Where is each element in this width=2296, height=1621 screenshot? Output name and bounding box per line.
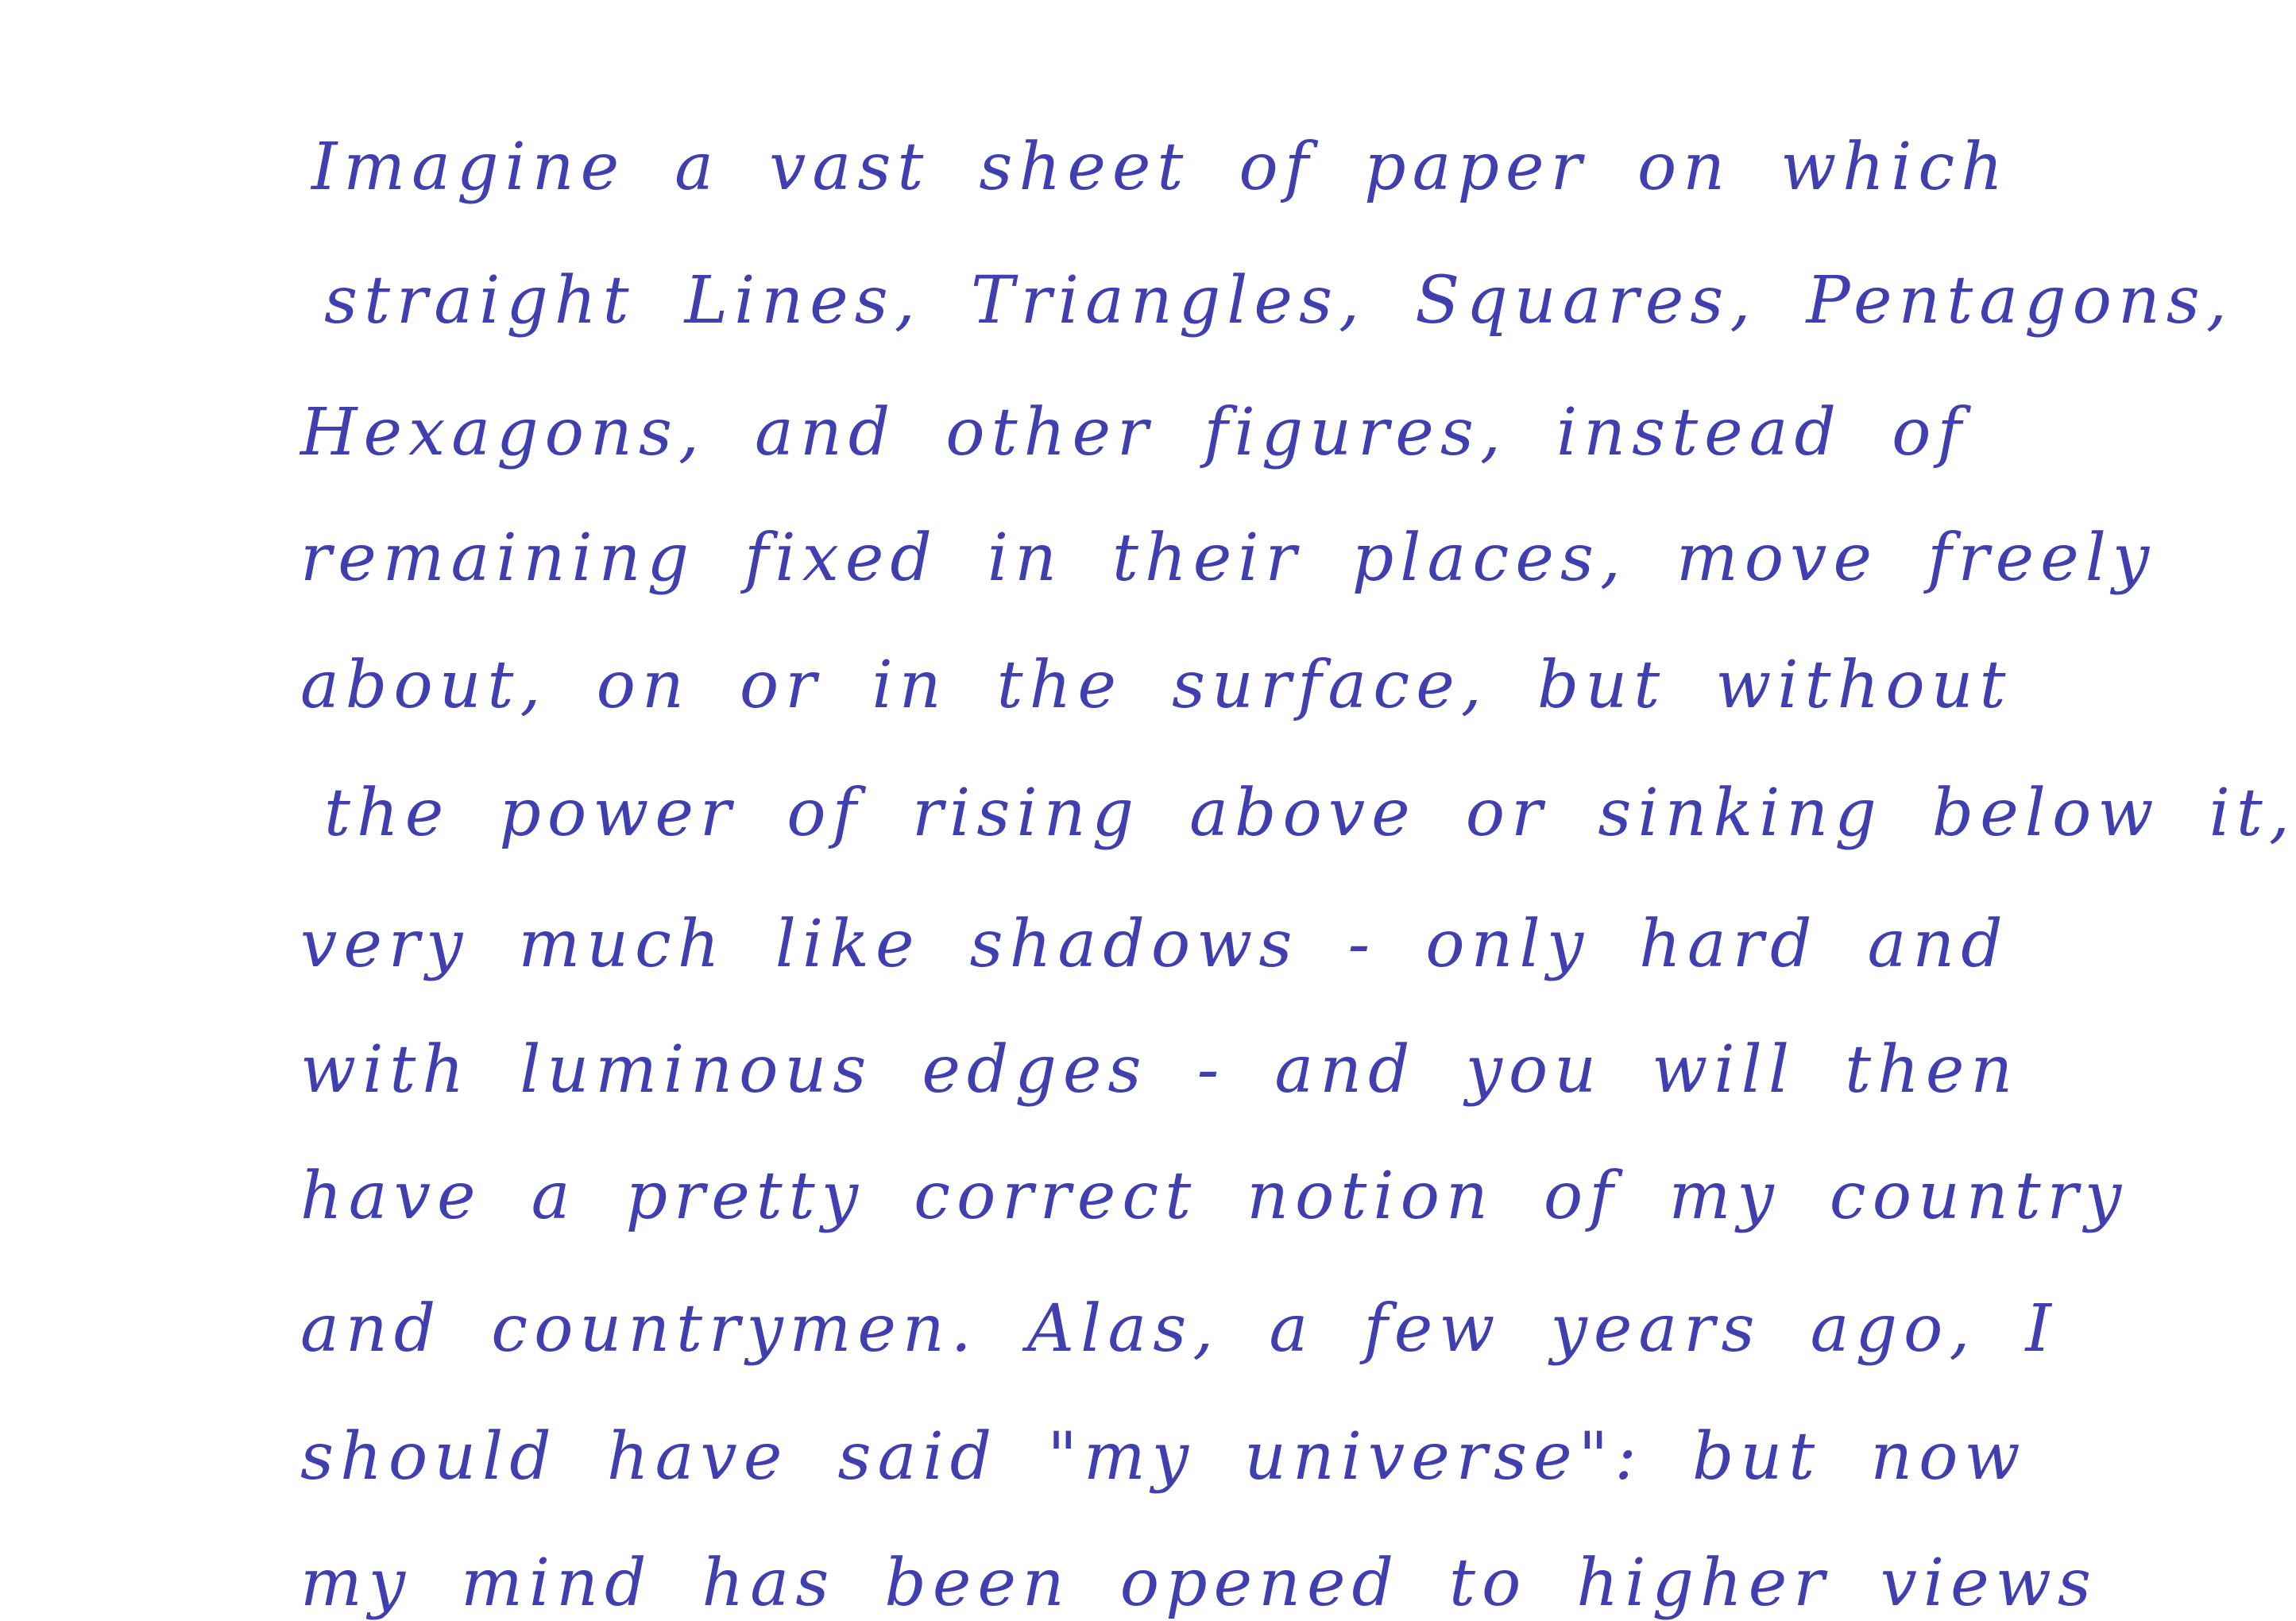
text-line-12: my mind has been opened to higher views: [300, 1546, 2097, 1621]
text-line-8: with luminous edges - and you will then: [300, 1032, 2020, 1108]
text-line-9: have a pretty correct notion of my country: [300, 1159, 2128, 1234]
text-line-3: Hexagons, and other figures, instead of: [300, 395, 1968, 470]
text-line-4: remaining fixed in their places, move freely: [300, 520, 2156, 596]
text-line-2: straight Lines, Triangles, Squares, Pentagons,: [324, 263, 2233, 339]
text-line-1: Imagine a vast sheet of paper on which: [311, 130, 2010, 205]
text-line-6: the power of rising above or sinking below it,: [324, 776, 2296, 851]
text-line-7: very much like shadows - only hard and: [300, 907, 2009, 982]
text-line-10: and countrymen. Alas, a few years ago, I: [300, 1291, 2058, 1367]
text-line-11: should have said "my universe": but now: [300, 1419, 2027, 1495]
text-line-5: about, on or in the surface, but without: [300, 648, 2012, 723]
